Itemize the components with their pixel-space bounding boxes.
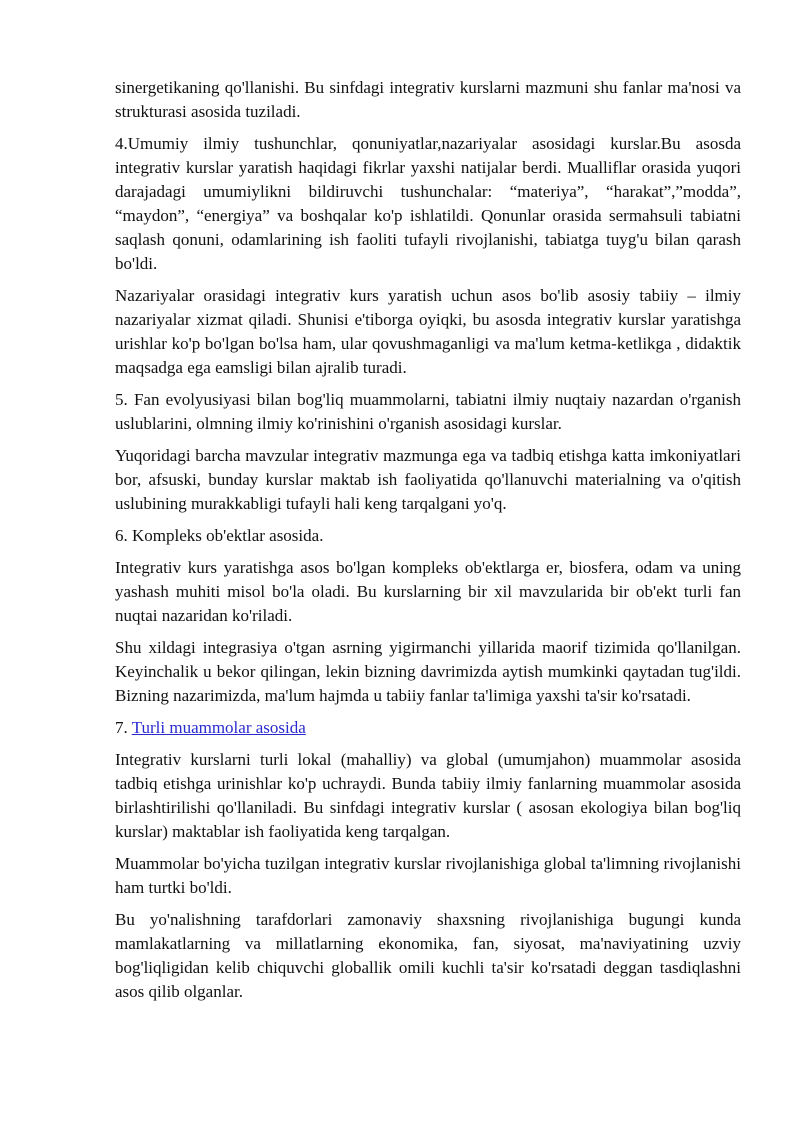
heading-various-problems xyxy=(115,716,741,740)
heading-complex-objects: 6. Kompleks ob'ektlar asosida. xyxy=(115,526,324,545)
paragraph-above-topics: Yuqoridagi barcha mavzular integrativ mazmunga ega va tadbiq etishga katta imkoniyatlari bor, afsuski, bunday kurslar maktab ish faoliyatida qo'llanuvchi materialning va o'qitish uslubining murakkabligi tufayli hali keng tarqalgani yo'q. xyxy=(115,446,741,513)
paragraph-local-global: Integrativ kurslarni turli lokal (mahalliy) va global (umumjahon) muammolar asosida tadbiq etishga urinishlar ko'p uchraydi. Bunda tabiiy ilmiy fanlarning muammolar asosida birlashtirilishi qo'llaniladi. Bu sinfdagi integrativ kurslar ( asosan ekologiya bilan bog'liq kurslar) maktablar ish faoliyatida keng tarqalgan. xyxy=(115,750,741,841)
paragraph-theories: Nazariyalar orasidagi integrativ kurs yaratish uchun asos bo'lib asosiy tabiiy – ilmiy nazariyalar xizmat qiladi. Shunisi e'tiborga oyiqki, bu asosda integrativ kurslar yaratishga urishlar ko'p bo'lgan bo'lsa ham, ular qovushmaganligi va ma'lum ketma-ketlikga , didaktik maqsadga ega eamsligi bilan ajralib turadi. xyxy=(115,286,741,377)
paragraph-general-concepts: 4.Umumiy ilmiy tushunchlar, qonuniyatlar,nazariyalar asosidagi kurslar.Bu asosda integrativ kurslar yaratish haqidagi fikrlar yaxshi natijalar berdi. Mualliflar orasida yuqori darajadagi umumiylikni bildiruvchi tushunchalar: “materiya”, “harakat”,”modda”, “maydon”, “energiya” va boshqalar ko'p ishlatildi. Qonunlar orasida sermahsuli tabiatni saqlash qonuni, odamlarining ish faoliti tufayli rivojlanishi, tabiatga tuyg'u bilan qarash bo'ldi. xyxy=(115,134,741,273)
paragraph-supporters: Bu yo'nalishning tarafdorlari zamonaviy shaxsning rivojlanishiga bugungi kunda mamlakatlarning va millatlarning ekonomika, fan, siyosat, ma'naviyatining uzviy bog'liqligidan kelib chiquvchi globallik omili kuchli ta'sir ko'rsatadi deggan tasdiqlashni asos qilib olganlar. xyxy=(115,910,741,1001)
heading-number: 7. xyxy=(115,718,132,737)
various-problems-link[interactable]: Turli muammolar asosida xyxy=(131,718,306,737)
paragraph-global-education: Muammolar bo'yicha tuzilgan integrativ kurslar rivojlanishiga global ta'limning rivojlanishi ham turtki bo'ldi. xyxy=(115,854,741,897)
paragraph-synergetics: sinergetikaning qo'llanishi. Bu sinfdagi integrativ kurslarni mazmuni shu fanlar ma'nosi va strukturasi asosida tuziladi. xyxy=(115,78,741,121)
paragraph-integration-history: Shu xildagi integrasiya o'tgan asrning yigirmanchi yillarida maorif tizimida qo'llanilgan. Keyinchalik u bekor qilingan, lekin bizning davrimizda aytish mumkinki qaytadan tug'ildi. Bizning nazarimizda, ma'lum hajmda u tabiiy fanlar ta'limiga yaxshi ta'sir ko'rsatadi. xyxy=(115,638,741,705)
paragraph-evolution: 5. Fan evolyusiyasi bilan bog'liq muammolarni, tabiatni ilmiy nuqtaiy nazardan o'rganish uslublarini, olmning ilmiy ko'rinishini o'rganish asosidagi kurslar. xyxy=(115,390,741,433)
document-page xyxy=(115,76,741,1012)
paragraph-complex-objects: Integrativ kurs yaratishga asos bo'lgan kompleks ob'ektlarga er, biosfera, odam va uning yashash muhiti misol bo'la oladi. Bu kurslarning bir xil mavzularida bir ob'ekt turli fan nuqtai nazaridan ko'riladi. xyxy=(115,558,741,625)
